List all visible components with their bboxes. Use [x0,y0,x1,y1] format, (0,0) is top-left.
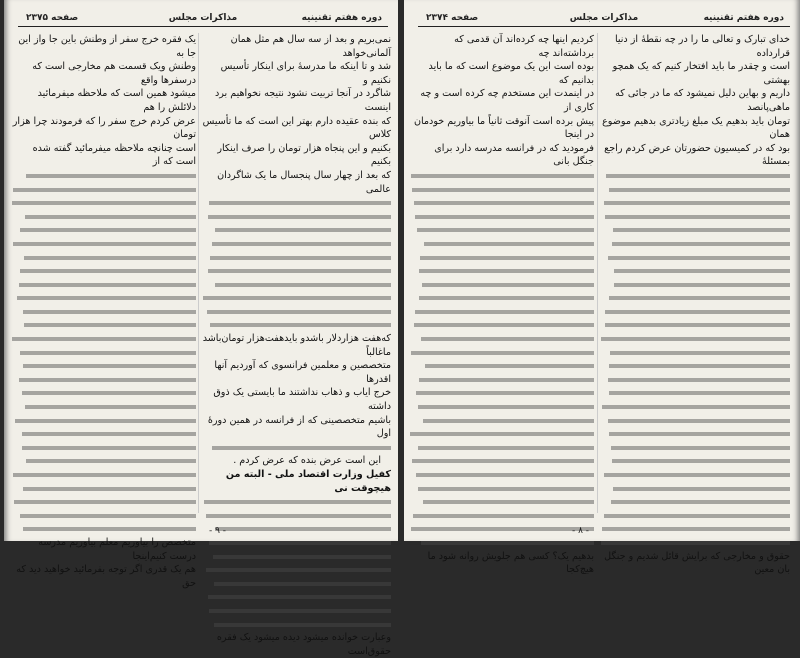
column-divider [597,33,598,513]
text-line-placeholder [410,264,594,278]
text-line-placeholder [201,522,391,536]
text-line: داریم و بهاین دلیل نمیشود که ما در جائی که ماهی‌پانصد [615,88,790,113]
text-line-placeholder [600,386,790,400]
text-line-placeholder [201,577,391,591]
text-line-placeholder [600,414,790,428]
text-line: متخصصین و معلمین فرانسوی که آوردیم آنها اقدرها [214,360,391,385]
text-line-placeholder [410,482,594,496]
section-heading: کفیل وزارت اقتصاد ملی - البته من هیچوقت نی [225,469,391,494]
text-line: میشود همین است که ملاحظه میفرمائید دلائلش را هم [37,88,196,113]
text-line: باشیم متخصصینی که از فرانسه در همین دورهٔ اول [207,414,391,440]
text-line: شاگرد در آنجا تربیت نشود نتیجه نخواهیم برد اینست [214,88,391,113]
text-line-placeholder [12,495,196,509]
text-line: بوده است این یک موضوع است که ما باید بدانیم که [428,61,594,86]
text-line-placeholder [410,414,594,428]
text-line-placeholder [201,495,391,509]
text-line-placeholder [410,441,594,455]
text-line-placeholder [600,251,790,265]
text-line: خرج ایاب و ذهاب نداشتند ما بایستی یک ذوق داشته [213,387,391,413]
column-divider [198,33,199,513]
text-line-placeholder [600,196,790,210]
text-line-placeholder [410,237,594,251]
text-line-placeholder [600,237,790,251]
text-line-placeholder [600,441,790,455]
text-line: که بعد از چهار سال پنجسال ما یک شاگردان عالمی [217,169,391,195]
text-line-placeholder [12,454,196,468]
text-line-placeholder [201,196,391,210]
text-line-placeholder [12,318,196,332]
text-line-placeholder [410,169,594,183]
right-column [201,33,391,658]
text-line: متخصص را بیاوریم معلم بیاوریم مدرسه درست کنیم‌اینجا [38,536,196,562]
text-line-placeholder [12,414,196,428]
text-line-placeholder [600,495,790,509]
text-line-placeholder [12,223,196,237]
text-line-placeholder [12,373,196,387]
text-line: بکنیم و این پنجاه هزار تومان را صرف اینکار بکنیم [217,142,391,168]
text-line-placeholder [201,563,391,577]
text-line: تومان باید بدهیم یک مبلغ زیادتری بدهیم موضوع همان [602,115,790,141]
left-page [4,0,398,657]
text-line-placeholder [410,359,594,373]
right-page [404,0,800,576]
text-line-placeholder [410,346,594,360]
text-line-placeholder [410,386,594,400]
header-title: مذاکرات مجلس [168,13,238,23]
text-line-placeholder [201,536,391,550]
page-footer-number: - ۹ - [209,526,227,536]
right-column [600,33,790,577]
text-line-placeholder [410,373,594,387]
text-line-placeholder [201,223,391,237]
text-line-placeholder [12,441,196,455]
header-volume: دوره هفتم تقنینیه [703,13,784,23]
text-line-placeholder [12,196,196,210]
text-line-placeholder [201,264,391,278]
page-header [18,12,388,27]
left-column [410,33,594,577]
text-line: وطنش ویک قسمت هم مخارجی است که درسفرها واقع [32,61,196,86]
text-line: که‌هفت هزاردلار باشدو بایدهفت‌هزار تومان‌باشد ماغالباً [202,333,391,358]
text-line-placeholder [410,278,594,292]
text-line-placeholder [410,332,594,346]
text-line-placeholder [600,536,790,550]
text-line-placeholder [600,400,790,414]
text-line-placeholder [600,427,790,441]
text-line-placeholder [12,291,196,305]
text-line-placeholder [12,264,196,278]
text-line-placeholder [201,251,391,265]
text-line: نمی‌بریم و بعد از سه سال هم مثل همان آلمانی‌خواهد [230,34,391,59]
text-line-placeholder [600,482,790,496]
page-header [418,12,790,27]
text-line: است چنانچه ملاحظه میفرمائید گفته شده است که از [32,142,196,168]
text-line-placeholder [12,251,196,265]
header-page-number: صفحه ۲۳۷۴ [426,13,479,23]
text-line-placeholder [600,522,790,536]
text-line: بدهیم یک؟ کسی هم جلویش روانه شود ما هیچ‌کجا [427,550,594,576]
text-line-placeholder [201,278,391,292]
text-line-placeholder [600,169,790,183]
text-line-placeholder [410,196,594,210]
text-line-placeholder [600,318,790,332]
text-line-placeholder [410,400,594,414]
text-line-placeholder [410,495,594,509]
text-line-placeholder [201,210,391,224]
text-line: است و چقدر ما باید افتخار کنیم که یک همچو بهشتی [612,61,790,86]
text-line-placeholder [600,454,790,468]
header-title: مذاکرات مجلس [569,13,639,23]
text-line: حقوق و مخارجی که برایش قائل شدیم و جنگل بان معین [604,550,790,576]
text-line-placeholder [201,590,391,604]
text-line-placeholder [410,509,594,523]
text-line-placeholder [600,332,790,346]
text-line-placeholder [600,278,790,292]
text-line-placeholder [12,210,196,224]
text-line-placeholder [410,454,594,468]
text-line-placeholder [600,468,790,482]
text-line-placeholder [410,183,594,197]
text-line-placeholder [600,346,790,360]
text-line-placeholder [12,237,196,251]
text-line: عرض کردم خرج سفر را که فرمودند چرا هزار تومان [12,115,196,141]
text-line: در اینمدت این مستخدم چه کرده است و چه کاری از [420,88,594,113]
text-line: یک فقره خرج سفر از وطنش باین جا واز این جا به [18,34,196,59]
text-line-placeholder [201,441,391,455]
text-line-placeholder [12,183,196,197]
text-line: پیش برده است آنوقت ثانیاً ما بیاوریم خودمان در اینجا [413,115,594,141]
text-line-placeholder [12,346,196,360]
text-line: هم یک قدری اگر توجه بفرمائید خواهید دید که حق [16,564,196,589]
text-line-placeholder [201,318,391,332]
text-line-placeholder [410,468,594,482]
text-line: بود که در کمیسیون حضورتان عرض کردم راجع بمسئلهٔ [604,142,790,168]
text-line-placeholder [12,509,196,523]
text-line-placeholder [410,522,594,536]
page-footer-number: - ۸ - [572,526,590,536]
text-line-placeholder [201,305,391,319]
text-line-placeholder [12,386,196,400]
text-line-placeholder [410,291,594,305]
text-line-placeholder [201,509,391,523]
text-line-placeholder [600,359,790,373]
text-line-placeholder [410,251,594,265]
text-line-placeholder [12,427,196,441]
header-volume: دوره هفتم تقنینیه [301,13,382,23]
text-block [600,169,790,550]
text-block [410,169,594,550]
text-line-placeholder [201,291,391,305]
text-block [12,169,196,536]
header-page-number: صفحه ۲۳۷۵ [26,13,79,23]
text-line-placeholder [201,618,391,632]
text-line: شد و تا اینکه ما مدرسهٔ برای اینکار تأسیس نکنیم و [220,61,391,86]
text-line-placeholder [600,223,790,237]
text-line-placeholder [12,305,196,319]
text-line-placeholder [600,291,790,305]
text-line-placeholder [12,359,196,373]
text-line: این است عرض بنده که عرض کردم . [233,455,381,467]
text-line-placeholder [600,264,790,278]
text-line: کردیم اینها چه کرده‌اند آن قدمی که برداشته‌اند چه [454,34,594,59]
text-line-placeholder [410,427,594,441]
text-block [201,441,391,455]
text-line-placeholder [600,210,790,224]
text-line-placeholder [410,536,594,550]
text-line-placeholder [410,223,594,237]
text-line-placeholder [12,332,196,346]
text-block [201,495,391,631]
text-line-placeholder [410,318,594,332]
text-line-placeholder [12,278,196,292]
text-block [201,196,391,332]
text-line-placeholder [600,373,790,387]
text-line-placeholder [201,604,391,618]
text-line-placeholder [12,482,196,496]
text-line-placeholder [12,169,196,183]
left-column [12,33,196,590]
text-line: خدای تبارک و تعالی ما را در چه نقطهٔ از دنیا قرارداده [614,34,790,59]
text-line-placeholder [201,550,391,564]
text-line-placeholder [410,210,594,224]
text-line-placeholder [600,509,790,523]
text-line-placeholder [12,522,196,536]
text-line-placeholder [600,183,790,197]
text-line-placeholder [600,305,790,319]
text-line: فرمودید که در فرانسه مدرسه دارد برای جنگل بانی [434,142,594,168]
text-line-placeholder [201,237,391,251]
text-line: که بنده عقیده دارم بهتر این است که ما تأسیس کلاس [202,115,391,141]
text-line-placeholder [12,400,196,414]
text-line-placeholder [12,468,196,482]
text-line: وعبارت خوانده میشود دیده میشود یک فقره حقوق‌است [216,632,391,657]
text-line-placeholder [410,305,594,319]
